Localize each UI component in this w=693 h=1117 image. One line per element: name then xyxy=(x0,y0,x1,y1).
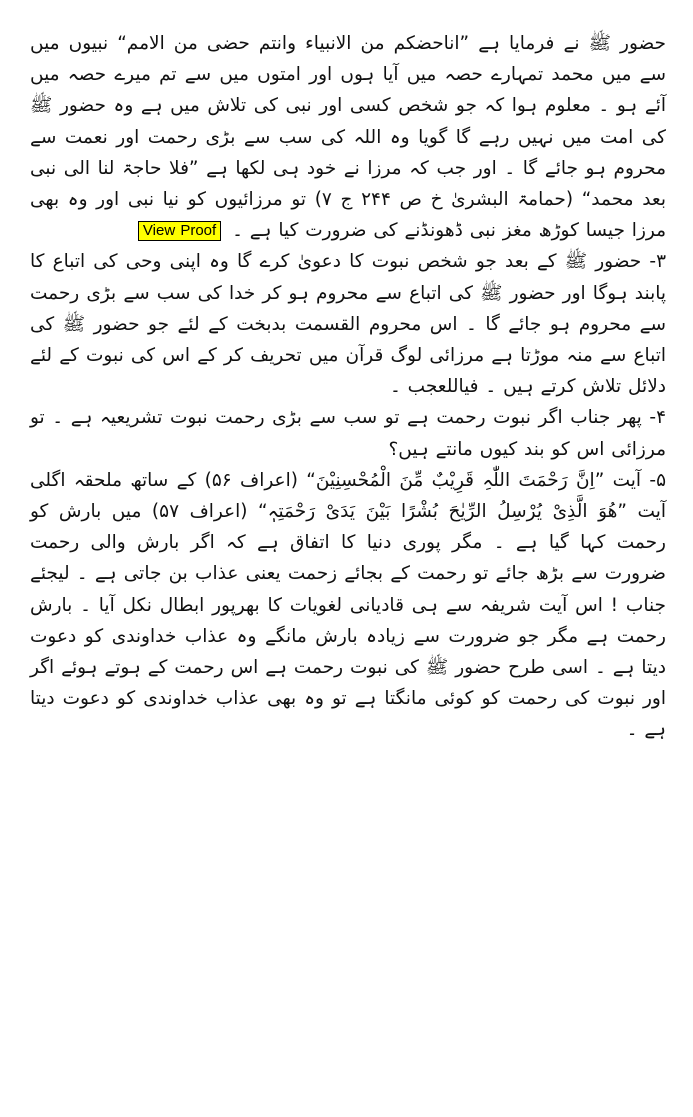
paragraph-3: ۴- پھر جناب اگر نبوت رحمت ہے تو سب سے بڑی رحمت نبوت تشریعیہ ہے ۔ تو مرزائی اس کو بند کیوں مانتے ہیں؟ xyxy=(30,407,666,460)
paragraph-2: ۳- حضور ﷺ کے بعد جو شخص نبوت کا دعویٰ کرے گا وہ اپنی وحی کی اتباع کا پابند ہوگا اور حضور ﷺ کی اتباع سے محروم ہو کر خدا کی سب سے بڑی رحمت سے محروم ہو جائے گا ۔ اس محروم القسمت بدبخت کے لئے جو حضور ﷺ کی اتباع سے منہ موڑتا ہے مرزائی لوگ قرآن میں تحریف کر کے اس کی نبوت کے لئے دلائل تلاش کرتے ہیں ۔ فیاللعجب ۔ xyxy=(30,251,666,398)
document-body xyxy=(30,28,666,746)
view-proof-button[interactable]: View Proof xyxy=(138,221,221,241)
paragraph-1-text: حضور ﷺ نے فرمایا ہے ”اناحضکم من الانبیاء وانتم حضی من الامم“ نبیوں میں سے میں محمد تمہارے حصہ میں آیا ہوں اور امتوں میں سے تم میرے حصہ میں آئے ہو ۔ معلوم ہوا کہ جو شخص کسی اور نبی کی تلاش میں ہے وہ حضور ﷺ کی امت میں نہیں رہے گا گویا وہ اللہ کی سب سے بڑی رحمت اور نعمت سے محروم ہو جائے گا ۔ اور جب کہ مرزا نے خود ہی لکھا ہے ”فلا حاجۃ لنا الی نبی بعد محمد“ (حمامۃ البشریٰ خ ص ۲۴۴ ج ۷) تو مرزائیوں کو نیا نبی اور وہ بھی مرزا جیسا کوڑھ مغز نبی ڈھونڈنے کی ضرورت کیا ہے ۔ xyxy=(30,33,666,242)
document-page xyxy=(30,28,666,1088)
paragraph-1 xyxy=(30,28,666,246)
paragraph-4: ۵- آیت ”اِنَّ رَحْمَتَ اللّٰہِ قَرِیْبٌ مِّنَ الْمُحْسِنِیْنَ“ (اعراف ۵۶) کے ساتھ ملحقہ اگلی آیت ”ھُوَ الَّذِیْ یُرْسِلُ الرِّیٰحَ بُشْرًا بَیْنَ یَدَیْ رَحْمَتِہٖ“ (اعراف ۵۷) میں بارش کو رحمت کہا گیا ہے ۔ مگر پوری دنیا کا اتفاق ہے کہ اگر بارش والی رحمت ضرورت سے بڑھ جائے تو رحمت کے بجائے زحمت یعنی عذاب بن جاتی ہے ۔ لیجئے جناب ! اس آیت شریفہ سے ہی قادیانی لغویات کا بھرپور ابطال نکل آیا ۔ بارش رحمت ہے مگر جو ضرورت سے زیادہ بارش مانگے وہ عذاب خداوندی کو دعوت دیتا ہے ۔ اسی طرح حضور ﷺ کی نبوت رحمت ہے اس رحمت کے ہوتے ہوئے اگر اور نبوت کی رحمت کو کوئی مانگتا ہے تو وہ بھی عذاب خداوندی کو دعوت دیتا ہے ۔ xyxy=(30,469,666,741)
